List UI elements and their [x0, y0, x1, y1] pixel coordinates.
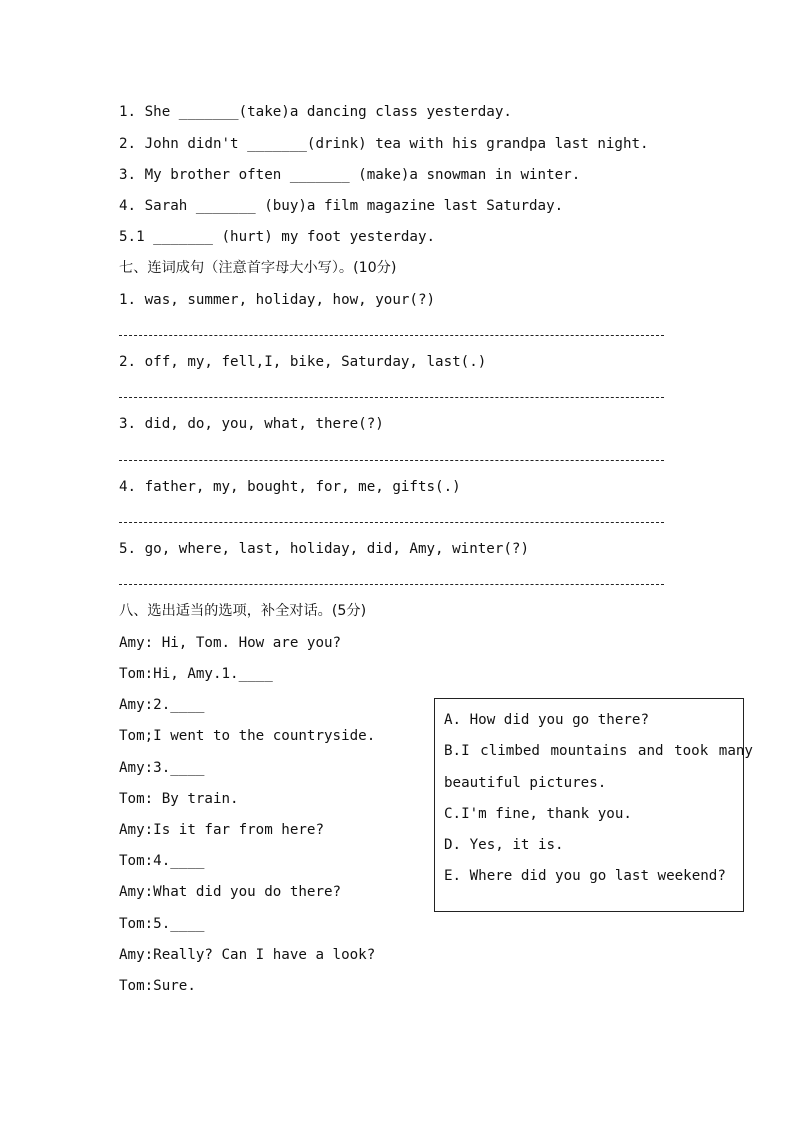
answer-line-3 — [119, 460, 664, 461]
answer-line-2 — [119, 397, 664, 398]
dialogue-line-4: Tom;I went to the countryside. — [119, 728, 376, 744]
option-b: B.I climbed mountains and took many — [444, 743, 753, 759]
section-7-item-4: 4. father, my, bought, for, me, gifts(.) — [119, 479, 461, 495]
option-e: E. Where did you go last weekend? — [444, 868, 726, 884]
dialogue-line-1: Amy: Hi, Tom. How are you? — [119, 635, 342, 651]
fill-blank-item-3: 3. My brother often _______ (make)a snowman in winter. — [119, 167, 581, 183]
dialogue-line-12: Tom:Sure. — [119, 978, 196, 994]
dialogue-line-5: Amy:3.____ — [119, 760, 205, 776]
section-7-item-3: 3. did, do, you, what, there(?) — [119, 416, 384, 432]
section-8-title: 八、选出适当的选项，补全对话。(5分) — [119, 603, 367, 619]
section-7-item-2: 2. off, my, fell,I, bike, Saturday, last(.) — [119, 354, 487, 370]
answer-line-4 — [119, 522, 664, 523]
dialogue-line-2: Tom:Hi, Amy.1.____ — [119, 666, 273, 682]
fill-blank-item-4: 4. Sarah _______ (buy)a film magazine last Saturday. — [119, 198, 564, 214]
dialogue-line-3: Amy:2.____ — [119, 697, 205, 713]
dialogue-line-8: Tom:4.____ — [119, 853, 205, 869]
section-7-title: 七、连词成句（注意首字母大小写）。(10分) — [119, 260, 397, 276]
option-b-continued: beautiful pictures. — [444, 775, 607, 791]
dialogue-line-10: Tom:5.____ — [119, 916, 205, 932]
answer-line-1 — [119, 335, 664, 336]
option-a: A. How did you go there? — [444, 712, 649, 728]
dialogue-line-6: Tom: By train. — [119, 791, 239, 807]
answer-line-5 — [119, 584, 664, 585]
fill-blank-item-5: 5.1 _______ (hurt) my foot yesterday. — [119, 229, 436, 245]
options-box — [434, 698, 753, 912]
fill-blank-item-1: 1. She _______(take)a dancing class yesterday. — [119, 104, 512, 120]
section-7-item-1: 1. was, summer, holiday, how, your(?) — [119, 292, 436, 308]
dialogue-line-11: Amy:Really? Can I have a look? — [119, 947, 376, 963]
option-d: D. Yes, it is. — [444, 837, 564, 853]
dialogue-line-7: Amy:Is it far from here? — [119, 822, 324, 838]
option-c: C.I'm fine, thank you. — [444, 806, 632, 822]
section-7-item-5: 5. go, where, last, holiday, did, Amy, winter(?) — [119, 541, 529, 557]
dialogue-line-9: Amy:What did you do there? — [119, 884, 342, 900]
fill-blank-item-2: 2. John didn't _______(drink) tea with his grandpa last night. — [119, 136, 649, 152]
